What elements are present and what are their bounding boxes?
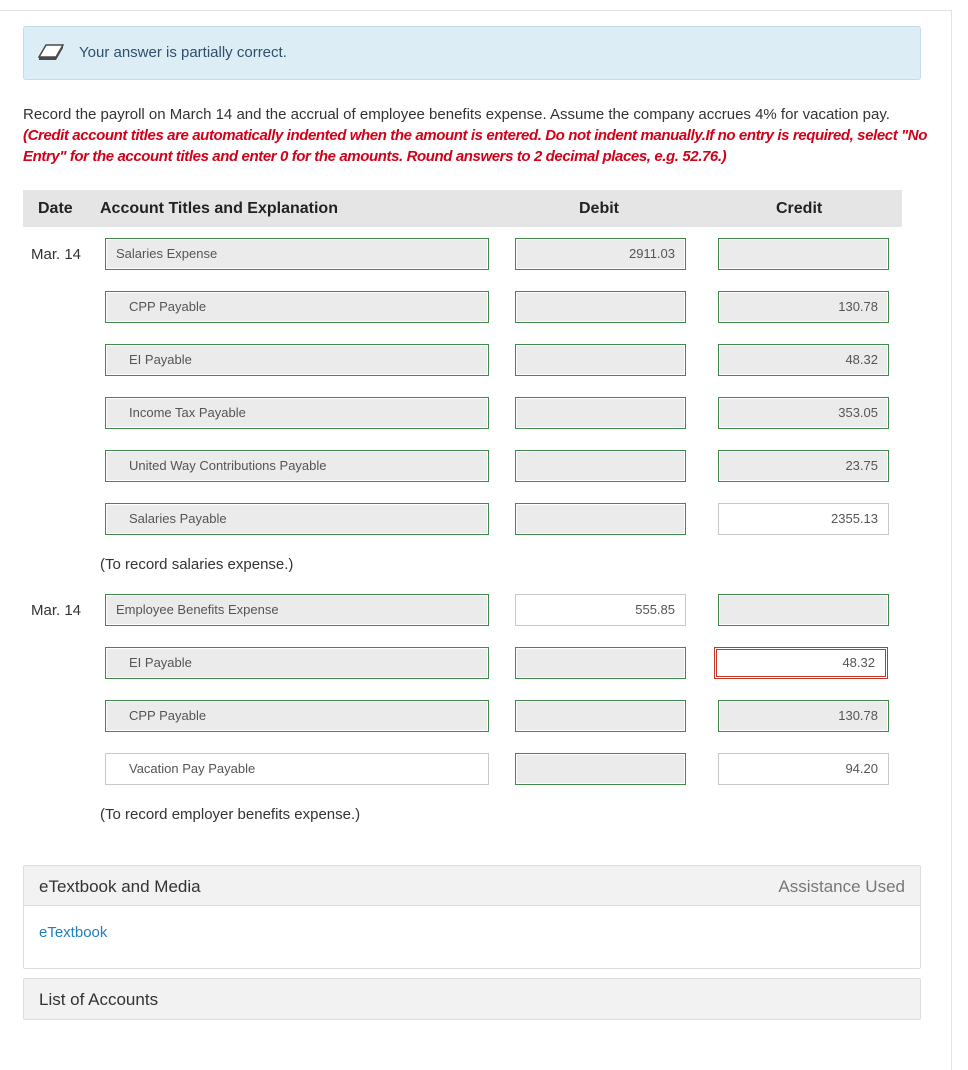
entry-explanation: (To record salaries expense.) — [100, 556, 294, 573]
account-title-field[interactable]: Salaries Expense — [105, 238, 489, 270]
credit-field[interactable] — [718, 594, 889, 626]
account-title-field[interactable]: CPP Payable — [105, 700, 489, 732]
debit-field[interactable] — [515, 291, 686, 323]
debit-field[interactable] — [515, 397, 686, 429]
question-instruction: (Credit account titles are automatically indented when the amount is entered. Do not indent manually.If no entry is required, select "No Entry" for the account titles and enter 0 for the amounts. Round answers to 2 decimal places, e.g. 52.76.) — [23, 127, 927, 165]
account-title-field[interactable]: EI Payable — [105, 647, 489, 679]
etextbook-media-header — [24, 866, 920, 906]
question-text — [23, 104, 933, 167]
header-debit: Debit — [579, 200, 619, 217]
credit-field[interactable]: 353.05 — [718, 397, 889, 429]
feedback-message: Your answer is partially correct. — [79, 44, 287, 61]
credit-field[interactable]: 130.78 — [718, 291, 889, 323]
credit-field[interactable]: 2355.13 — [718, 503, 889, 535]
entry-explanation: (To record employer benefits expense.) — [100, 806, 361, 823]
credit-field[interactable]: 130.78 — [718, 700, 889, 732]
header-account-titles: Account Titles and Explanation — [100, 200, 338, 217]
account-title-field[interactable]: United Way Contributions Payable — [105, 450, 489, 482]
debit-field[interactable] — [515, 647, 686, 679]
etextbook-media-title: eTextbook and Media — [39, 877, 201, 896]
account-title-field[interactable]: CPP Payable — [105, 291, 489, 323]
etextbook-media-panel — [23, 865, 921, 969]
list-of-accounts-title[interactable]: List of Accounts — [39, 990, 159, 1009]
account-title-field[interactable]: Income Tax Payable — [105, 397, 489, 429]
journal-table-header — [23, 190, 902, 227]
debit-field[interactable] — [515, 753, 686, 785]
debit-field[interactable]: 2911.03 — [515, 238, 686, 270]
entry-date: Mar. 14 — [31, 246, 82, 263]
entry-date: Mar. 14 — [31, 602, 82, 619]
account-title-field[interactable]: Employee Benefits Expense — [105, 594, 489, 626]
account-title-field[interactable]: Vacation Pay Payable — [105, 753, 489, 785]
credit-field[interactable] — [718, 238, 889, 270]
debit-field[interactable] — [515, 450, 686, 482]
credit-field[interactable]: 94.20 — [718, 753, 889, 785]
debit-field[interactable] — [515, 503, 686, 535]
list-of-accounts-header[interactable] — [24, 979, 920, 1019]
account-title-field[interactable]: EI Payable — [105, 344, 489, 376]
debit-field[interactable]: 555.85 — [515, 594, 686, 626]
account-title-field[interactable]: Salaries Payable — [105, 503, 489, 535]
debit-field[interactable] — [515, 700, 686, 732]
assistance-used-label: Assistance Used — [778, 877, 905, 896]
question-prompt: Record the payroll on March 14 and the accrual of employee benefits expense. Assume the company accrues 4% for vacation pay. — [23, 106, 890, 123]
eraser-icon — [38, 44, 64, 67]
list-of-accounts-panel[interactable] — [23, 978, 921, 1020]
feedback-banner — [23, 26, 921, 80]
credit-field-incorrect[interactable]: 48.32 — [716, 649, 886, 677]
debit-field[interactable] — [515, 344, 686, 376]
credit-field[interactable]: 48.32 — [718, 344, 889, 376]
header-credit: Credit — [776, 200, 823, 217]
etextbook-link[interactable]: eTextbook — [39, 924, 108, 941]
header-date: Date — [38, 200, 73, 217]
credit-field[interactable]: 23.75 — [718, 450, 889, 482]
